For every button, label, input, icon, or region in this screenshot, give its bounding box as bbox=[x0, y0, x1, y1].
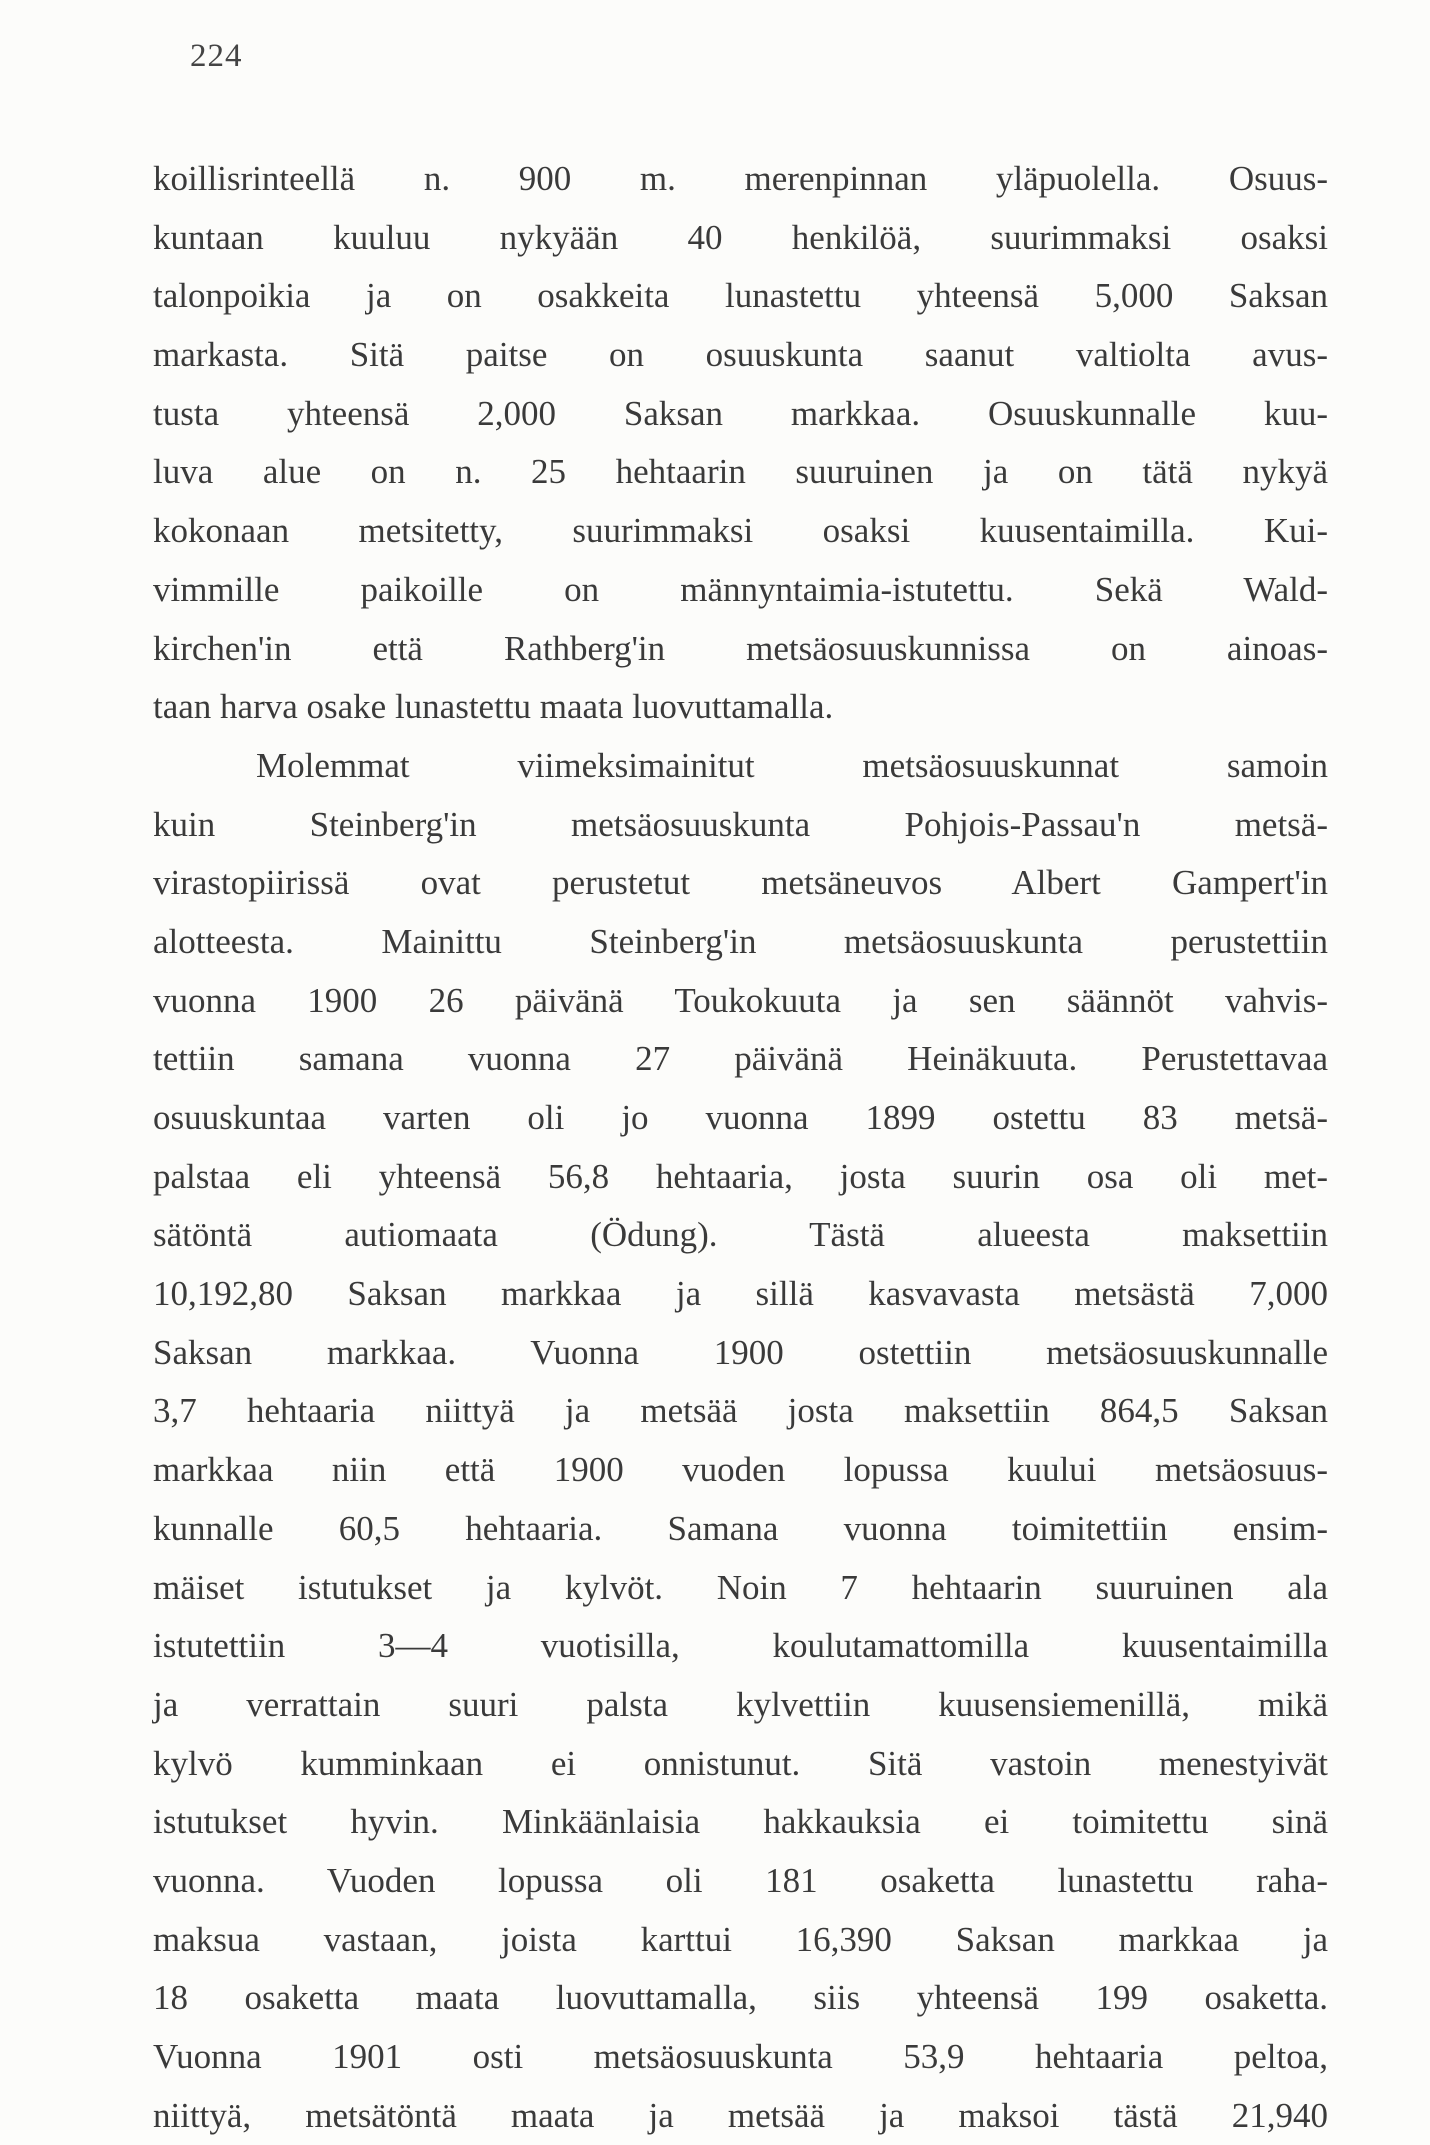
text-line: markkaa niin että 1900 vuoden lopussa kuului metsäosuus- bbox=[153, 1450, 1328, 1490]
paragraph-first-line: Molemmat viimeksimainitut metsäosuuskunnat samoin bbox=[256, 745, 1328, 785]
text-line: tettiin samana vuonna 27 päivänä Heinäkuuta. Perustettavaa bbox=[153, 1039, 1328, 1079]
text-line: kokonaan metsitetty, suurimmaksi osaksi kuusentaimilla. Kui- bbox=[153, 511, 1328, 551]
text-line: sätöntä autiomaata (Ödung). Tästä alueesta maksettiin bbox=[153, 1215, 1328, 1255]
text-line: kuin Steinberg'in metsäosuuskunta Pohjois-Passau'n metsä- bbox=[153, 804, 1328, 844]
text-line: vuonna 1900 26 päivänä Toukokuuta ja sen säännöt vahvis- bbox=[153, 980, 1328, 1020]
text-line: markasta. Sitä paitse on osuuskunta saanut valtiolta avus- bbox=[153, 335, 1328, 375]
text-line: mäiset istutukset ja kylvöt. Noin 7 hehtaarin suuruinen ala bbox=[153, 1567, 1328, 1607]
text-line: alotteesta. Mainittu Steinberg'in metsäosuuskunta perustettiin bbox=[153, 921, 1328, 961]
text-line: kunnalle 60,5 hehtaaria. Samana vuonna toimitettiin ensim- bbox=[153, 1508, 1328, 1548]
text-line: 10,192,80 Saksan markkaa ja sillä kasvavasta metsästä 7,000 bbox=[153, 1274, 1328, 1314]
text-line: istutukset hyvin. Minkäänlaisia hakkauksia ei toimitettu sinä bbox=[153, 1802, 1328, 1842]
text-line: Vuonna 1901 osti metsäosuuskunta 53,9 hehtaaria peltoa, bbox=[153, 2037, 1328, 2076]
text-line: tusta yhteensä 2,000 Saksan markkaa. Osuuskunnalle kuu- bbox=[153, 393, 1328, 433]
text-line: ja verrattain suuri palsta kylvettiin kuusensiemenillä, mikä bbox=[153, 1684, 1328, 1724]
text-line: talonpoikia ja on osakkeita lunastettu yhteensä 5,000 Saksan bbox=[153, 276, 1328, 316]
text-line: luva alue on n. 25 hehtaarin suuruinen ja on tätä nykyä bbox=[153, 452, 1328, 492]
text-line: koillisrinteellä n. 900 m. merenpinnan yläpuolella. Osuus- bbox=[153, 159, 1328, 198]
body-text bbox=[153, 150, 1328, 2145]
page-number: 224 bbox=[190, 38, 243, 74]
text-line: 18 osaketta maata luovuttamalla, siis yhteensä 199 osaketta. bbox=[153, 1978, 1328, 2018]
text-line: 3,7 hehtaaria niittyä ja metsää josta maksettiin 864,5 Saksan bbox=[153, 1391, 1328, 1431]
text-line: kylvö kumminkaan ei onnistunut. Sitä vastoin menestyivät bbox=[153, 1743, 1328, 1783]
text-line: Saksan markkaa. Vuonna 1900 ostettiin metsäosuuskunnalle bbox=[153, 1332, 1328, 1372]
text-line: maksua vastaan, joista karttui 16,390 Saksan markkaa ja bbox=[153, 1919, 1328, 1959]
text-line: palstaa eli yhteensä 56,8 hehtaaria, josta suurin osa oli met- bbox=[153, 1156, 1328, 1196]
text-line: kuntaan kuuluu nykyään 40 henkilöä, suurimmaksi osaksi bbox=[153, 217, 1328, 257]
text-line: vimmille paikoille on männyntaimia-istutettu. Sekä Wald- bbox=[153, 569, 1328, 609]
text-line: osuuskuntaa varten oli jo vuonna 1899 ostettu 83 metsä- bbox=[153, 1098, 1328, 1137]
text-line: niittyä, metsätöntä maata ja metsää ja maksoi tästä 21,940 bbox=[153, 2095, 1328, 2135]
text-line: kirchen'in että Rathberg'in metsäosuuskunnissa on ainoas- bbox=[153, 628, 1328, 668]
text-line: virastopiirissä ovat perustetut metsäneuvos Albert Gampert'in bbox=[153, 863, 1328, 903]
text-line: vuonna. Vuoden lopussa oli 181 osaketta lunastettu raha- bbox=[153, 1860, 1328, 1900]
text-line: taan harva osake lunastettu maata luovuttamalla. bbox=[153, 687, 834, 727]
text-line: istutettiin 3—4 vuotisilla, koulutamattomilla kuusentaimilla bbox=[153, 1626, 1328, 1666]
